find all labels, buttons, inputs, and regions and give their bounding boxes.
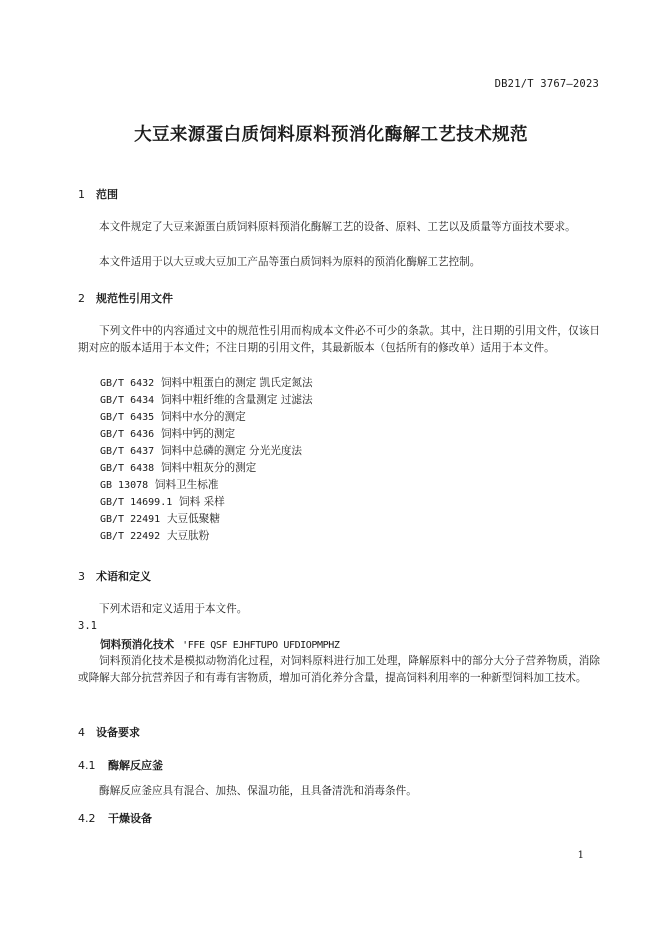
reference-item: GB/T 6436 饲料中钙的测定: [100, 428, 236, 440]
reference-item: GB/T 22491 大豆低聚糖: [100, 513, 220, 525]
section-number: 1: [78, 188, 85, 201]
reference-item: GB/T 22492 大豆肽粉: [100, 530, 210, 542]
subsection-4-2-heading: [78, 810, 152, 826]
reference-item: GB/T 6435 饲料中水分的测定: [100, 411, 246, 423]
subsection-4-1-text: 酶解反应釜应具有混合、加热、保温功能，且具备清洗和消毒条件。: [99, 785, 417, 797]
reference-item: GB/T 6432 饲料中粗蛋白的测定 凯氏定氮法: [100, 377, 313, 389]
subsection-number: 4.2: [78, 812, 96, 825]
reference-item: GB/T 6438 饲料中粗灰分的测定: [100, 462, 257, 474]
section-3-heading: [78, 568, 151, 584]
section-1-paragraph-1: 本文件规定了大豆来源蛋白质饲料原料预消化酶解工艺的设备、原料、工艺以及质量等方面技术要求。: [99, 221, 576, 233]
subsection-4-1-heading: [78, 757, 163, 773]
section-number: 2: [78, 292, 85, 305]
standard-code: DB21/T 3767—2023: [494, 78, 599, 90]
reference-item: GB/T 6434 饲料中粗纤维的含量测定 过滤法: [100, 394, 313, 406]
reference-item: GB 13078 饲料卫生标准: [100, 479, 219, 491]
section-number: 3: [78, 570, 85, 583]
term-chinese: 饲料预消化技术: [100, 639, 175, 651]
section-4-heading: [78, 724, 140, 740]
section-1-paragraph-2: 本文件适用于以大豆或大豆加工产品等蛋白质饲料为原料的预消化酶解工艺控制。: [99, 256, 481, 268]
section-3-intro: 下列术语和定义适用于本文件。: [99, 603, 248, 615]
section-title: 术语和定义: [96, 570, 151, 583]
reference-item: GB/T 6437 饲料中总磷的测定 分光光度法: [100, 445, 303, 457]
section-title: 范围: [96, 188, 118, 201]
page-number: 1: [577, 850, 584, 861]
section-number: 4: [78, 726, 85, 739]
term-english: 'FFE QSF EJHFTUPO UFDIOPMPHZ: [182, 640, 340, 651]
reference-item: GB/T 14699.1 饲料 采样: [100, 496, 225, 508]
section-title: 设备要求: [96, 726, 140, 739]
section-2-intro: 下列文件中的内容通过文中的规范性引用而构成本文件必不可少的条款。其中，注日期的引用文件，仅该日期对应的版本适用于本文件；不注日期的引用文件，其最新版本（包括所有的修改单）适用于本文件。: [78, 325, 600, 354]
subsection-title: 酶解反应釜: [108, 759, 163, 772]
document-title: 大豆来源蛋白质饲料原料预消化酶解工艺技术规范: [134, 125, 528, 145]
section-2-heading: [78, 290, 173, 306]
subsection-number: 4.1: [78, 759, 96, 772]
section-title: 规范性引用文件: [96, 292, 173, 305]
term-title: [100, 637, 340, 652]
term-definition: 饲料预消化技术是模拟动物消化过程，对饲料原料进行加工处理，降解原料中的部分大分子营养物质，消除或降解大部分抗营养因子和有毒有害物质，增加可消化养分含量，提高饲料利用率的一种新型饲料加工技术。: [78, 655, 600, 684]
section-1-heading: [78, 186, 118, 202]
subsection-title: 干燥设备: [108, 812, 152, 825]
term-number: 3.1: [78, 620, 97, 632]
